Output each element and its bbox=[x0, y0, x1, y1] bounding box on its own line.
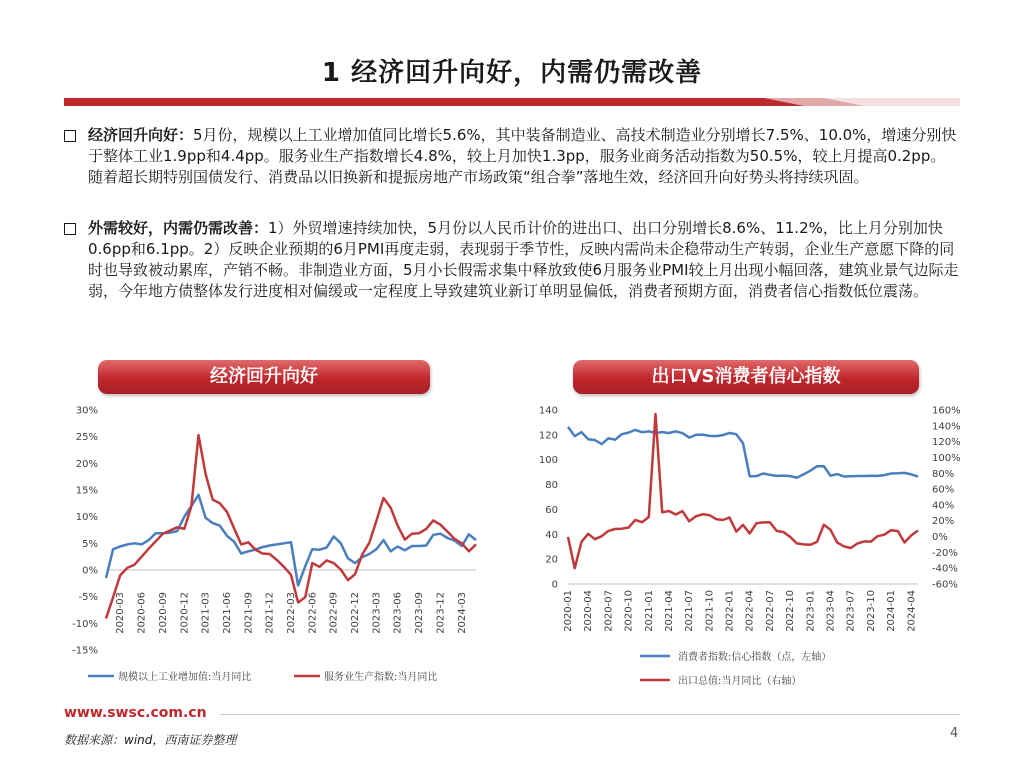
series-line-0 bbox=[568, 427, 918, 478]
bullet-square-icon bbox=[64, 223, 76, 235]
y-tick-label: 25% bbox=[75, 432, 98, 444]
legend-label: 规模以上工业增加值:当月同比 bbox=[118, 672, 252, 683]
y-tick-label: 30% bbox=[75, 405, 98, 417]
legend-label: 服务业生产指数:当月同比 bbox=[324, 672, 438, 683]
x-tick-label: 2022-12 bbox=[350, 592, 362, 634]
y-left-tick-label: 40 bbox=[545, 529, 558, 541]
y-tick-label: 15% bbox=[75, 485, 98, 497]
x-tick-label: 2020-01 bbox=[563, 590, 574, 632]
x-tick-label: 2023-01 bbox=[805, 590, 817, 632]
x-tick-label: 2020-09 bbox=[157, 592, 169, 634]
y-right-tick-label: 140% bbox=[932, 421, 961, 433]
y-right-tick-label: -60% bbox=[932, 579, 958, 591]
bullet-square-icon bbox=[64, 130, 76, 142]
x-tick-label: 2020-12 bbox=[179, 592, 191, 634]
x-tick-label: 2021-12 bbox=[264, 592, 276, 634]
x-tick-label: 2024-01 bbox=[886, 590, 898, 632]
y-right-tick-label: 60% bbox=[932, 484, 955, 496]
y-right-tick-label: 100% bbox=[932, 452, 961, 464]
left-chart-title-pill: 经济回升向好 bbox=[98, 360, 430, 394]
y-left-tick-label: 120 bbox=[538, 430, 558, 442]
legend-label: 消费者指数:信心指数（点，左轴） bbox=[678, 652, 832, 663]
x-tick-label: 2024-03 bbox=[456, 592, 468, 634]
x-tick-label: 2020-07 bbox=[603, 590, 615, 632]
x-tick-label: 2021-06 bbox=[221, 592, 233, 634]
y-tick-label: 20% bbox=[75, 458, 98, 470]
page-title: 1 经济回升向好，内需仍需改善 bbox=[321, 58, 703, 88]
y-right-tick-label: 0% bbox=[932, 532, 948, 544]
y-tick-label: -15% bbox=[72, 645, 98, 657]
y-right-tick-label: -20% bbox=[932, 547, 958, 559]
x-tick-label: 2020-06 bbox=[136, 592, 148, 634]
x-tick-label: 2020-03 bbox=[115, 592, 127, 634]
x-tick-label: 2021-10 bbox=[704, 590, 716, 632]
right-chart-title-pill: 出口VS消费者信心指数 bbox=[573, 360, 919, 394]
x-tick-label: 2022-04 bbox=[744, 590, 756, 632]
x-tick-label: 2022-01 bbox=[724, 590, 736, 632]
y-tick-label: 0% bbox=[82, 565, 98, 577]
legend-label: 出口总值:当月同比（右轴） bbox=[678, 676, 802, 687]
y-right-tick-label: 80% bbox=[932, 468, 955, 480]
y-right-tick-label: 20% bbox=[932, 516, 955, 528]
x-tick-label: 2022-09 bbox=[328, 592, 340, 634]
series-line-1 bbox=[106, 435, 476, 618]
x-tick-label: 2023-09 bbox=[414, 592, 426, 634]
right-chart bbox=[520, 398, 980, 702]
x-tick-label: 2020-10 bbox=[623, 590, 635, 632]
x-tick-label: 2021-09 bbox=[243, 592, 255, 634]
y-right-tick-label: 40% bbox=[932, 500, 955, 512]
x-tick-label: 2023-04 bbox=[825, 590, 837, 632]
x-tick-label: 2022-07 bbox=[764, 590, 776, 632]
bullet-economy bbox=[64, 125, 960, 188]
x-tick-label: 2021-04 bbox=[663, 590, 675, 632]
bullet-lead: 经济回升向好： bbox=[88, 126, 194, 144]
x-tick-label: 2021-01 bbox=[643, 590, 655, 632]
bullet-text: 5月份，规模以上工业增加值同比增长5.6%，其中装备制造业、高技术制造业分别增长7.5%、10.0%，增速分别快于整体工业1.9pp和4.4pp。服务业生产指数增长4.8%，较上月加快1.3pp，服务业商务活动指数为50.5%，较上月提高0.2pp。随着超长期特别国债发行、消费品以旧换新和提振房地产市场政策“组合拳”落地生效，经济回升向好势头将持续巩固。 bbox=[88, 126, 957, 186]
y-tick-label: -5% bbox=[78, 592, 98, 604]
x-tick-label: 2023-03 bbox=[371, 592, 383, 634]
data-source-note: 数据来源：wind，西南证券整理 bbox=[64, 733, 237, 747]
y-right-tick-label: 120% bbox=[932, 437, 961, 449]
y-left-tick-label: 80 bbox=[545, 480, 558, 492]
x-tick-label: 2022-06 bbox=[307, 592, 319, 634]
footer-divider bbox=[220, 714, 960, 715]
y-left-tick-label: 100 bbox=[538, 455, 558, 467]
bullet-text: 1）外贸增速持续加快，5月份以人民币计价的进出口、出口分别增长8.6%、11.2%，比上月分别加快0.6pp和6.1pp。2）反映企业预期的6月PMI再度走弱，表现弱于季节性，反映内需尚未企稳带动生产转弱，企业生产意愿下降的同时也导致被动累库，产销不畅。非制造业方面，5月小长假需求集中释放致使6月服务业PMI较上月出现小幅回落，建筑业景气边际走弱，今年地方债整体发行进度相对偏缓或一定程度上导致建筑业新订单明显偏低，消费者预期方面，消费者信心指数低位震荡。 bbox=[88, 219, 959, 300]
x-tick-label: 2021-07 bbox=[684, 590, 696, 632]
x-tick-label: 2024-04 bbox=[906, 590, 918, 632]
y-tick-label: 10% bbox=[75, 512, 98, 524]
x-tick-label: 2023-06 bbox=[392, 592, 404, 634]
y-right-tick-label: -40% bbox=[932, 563, 958, 575]
x-tick-label: 2020-04 bbox=[583, 590, 595, 632]
x-tick-label: 2023-07 bbox=[845, 590, 857, 632]
y-left-tick-label: 0 bbox=[551, 579, 558, 591]
x-tick-label: 2023-12 bbox=[435, 592, 447, 634]
left-chart bbox=[64, 398, 504, 702]
x-tick-label: 2021-03 bbox=[200, 592, 212, 634]
page-number: 4 bbox=[950, 726, 959, 741]
footer-website[interactable]: www.swsc.com.cn bbox=[64, 705, 207, 721]
series-line-1 bbox=[568, 414, 918, 568]
y-right-tick-label: 160% bbox=[932, 405, 961, 417]
bullet-demand bbox=[64, 218, 960, 302]
x-tick-label: 2022-03 bbox=[286, 592, 297, 634]
y-tick-label: 5% bbox=[82, 538, 98, 550]
bullet-lead: 外需较好，内需仍需改善： bbox=[88, 219, 269, 237]
x-tick-label: 2022-10 bbox=[785, 590, 797, 632]
x-tick-label: 2023-10 bbox=[865, 590, 877, 632]
y-tick-label: -10% bbox=[72, 618, 98, 630]
series-line-0 bbox=[106, 495, 476, 586]
y-left-tick-label: 60 bbox=[545, 504, 558, 516]
y-left-tick-label: 140 bbox=[538, 405, 558, 417]
y-left-tick-label: 20 bbox=[545, 554, 558, 566]
title-underline-bar bbox=[64, 98, 960, 106]
